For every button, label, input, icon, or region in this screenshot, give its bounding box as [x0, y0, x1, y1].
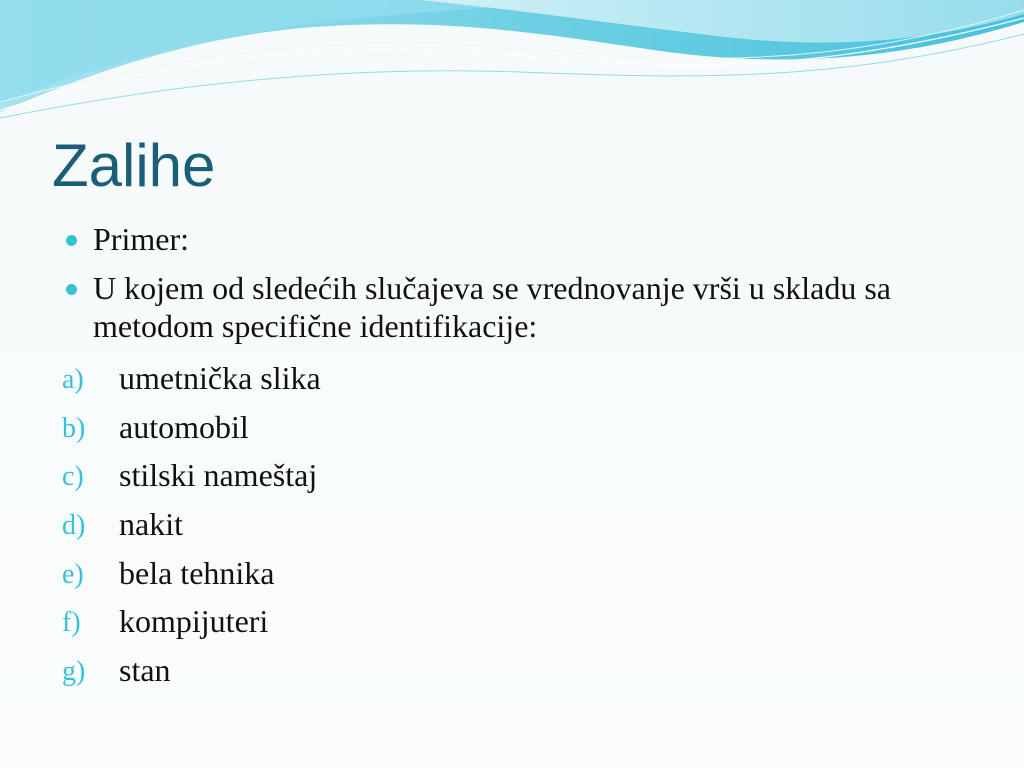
- option-text: stilski nameštaj: [119, 457, 318, 494]
- option-letter: a): [62, 364, 84, 395]
- bullet-text: Primer:: [93, 221, 189, 257]
- option-letter: f): [62, 607, 81, 639]
- bullet-item: [62, 269, 962, 345]
- option-text: kompijuteri: [119, 603, 269, 640]
- option-text: automobil: [119, 408, 249, 445]
- option-text: nakit: [119, 506, 183, 543]
- bullet-text: U kojem od sledećih slučajeva se vrednovanje vrši u skladu sa metodom specifične identifikacije:: [93, 270, 891, 344]
- slide-title: Zalihe: [52, 132, 216, 199]
- bullet-dot-icon: [66, 284, 77, 295]
- option-letter: d): [62, 510, 86, 542]
- bullet-dot-icon: [66, 235, 77, 246]
- option-letter: e): [62, 558, 84, 590]
- option-letter: c): [62, 461, 84, 493]
- header-wave-decoration: [0, 0, 1024, 130]
- option-letter: b): [62, 412, 86, 444]
- option-text: stan: [119, 652, 171, 689]
- option-letter: g): [62, 656, 86, 688]
- bullet-item: [62, 220, 962, 258]
- bullet-list: [62, 220, 962, 356]
- option-text: umetnička slika: [119, 360, 321, 396]
- option-text: bela tehnika: [119, 554, 275, 591]
